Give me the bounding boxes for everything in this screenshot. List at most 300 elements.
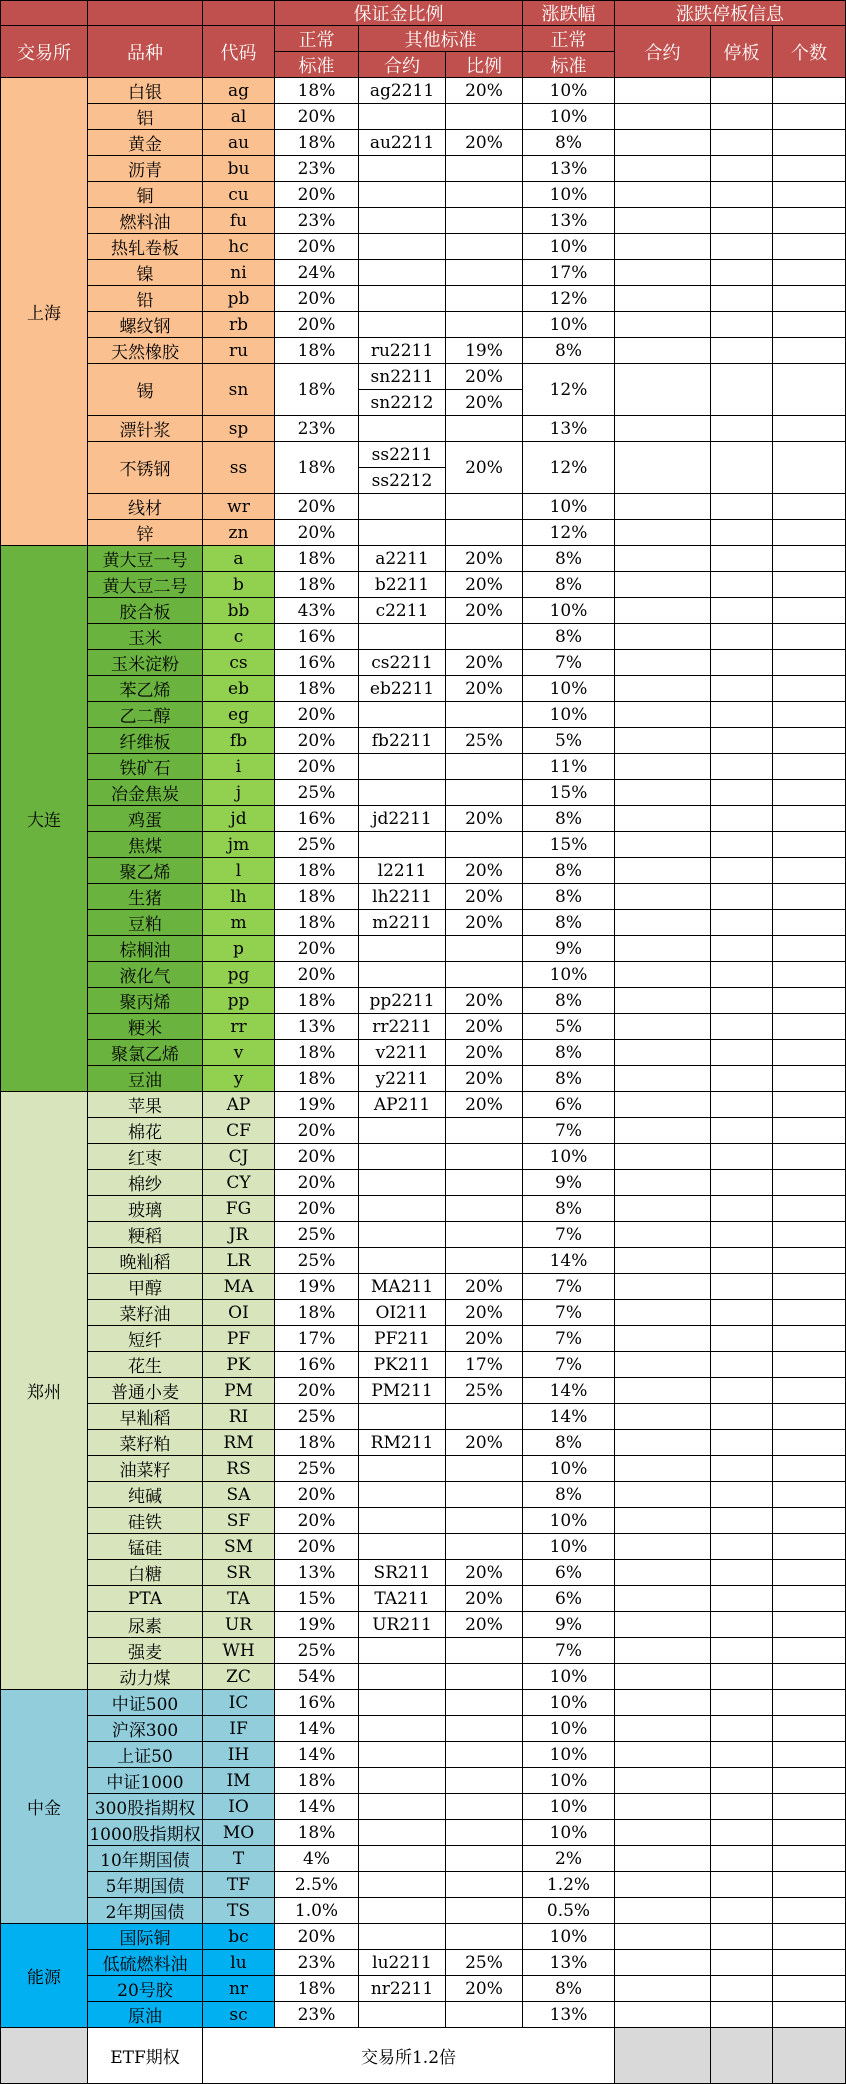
halt-contract-cell [615,1430,711,1456]
footer-halt-count [773,2028,846,2084]
other-ratio-cell: 20% [446,390,523,416]
halt-count-cell [773,182,846,208]
other-contract-cell [359,1508,446,1534]
other-ratio-cell: 20% [446,1586,523,1612]
variety-cell: 苹果 [88,1092,203,1118]
code-cell: sp [203,416,275,442]
halt-contract-cell [615,364,711,416]
halt-board-cell [711,1040,773,1066]
halt-board-cell [711,182,773,208]
margin-cell: 23% [275,208,359,234]
halt-board-cell [711,858,773,884]
halt-count-cell [773,520,846,546]
halt-board-cell [711,832,773,858]
halt-board-cell [711,1248,773,1274]
margin-cell: 18% [275,1430,359,1456]
halt-contract-cell [615,546,711,572]
code-cell: T [203,1846,275,1872]
code-cell: nr [203,1976,275,2002]
other-ratio-cell [446,494,523,520]
halt-contract-cell [615,1066,711,1092]
other-contract-cell [359,780,446,806]
other-ratio-cell: 25% [446,1378,523,1404]
halt-count-cell [773,676,846,702]
halt-contract-cell [615,1560,711,1586]
code-cell: p [203,936,275,962]
margin-cell: 25% [275,832,359,858]
halt-contract-cell [615,234,711,260]
other-ratio-cell: 20% [446,1040,523,1066]
limit-cell: 8% [523,1040,615,1066]
code-cell: UR [203,1612,275,1638]
other-contract-cell [359,1118,446,1144]
variety-cell: 300股指期权 [88,1794,203,1820]
other-ratio-cell: 20% [446,858,523,884]
halt-count-cell [773,208,846,234]
limit-cell: 10% [523,676,615,702]
margin-cell: 23% [275,2002,359,2028]
code-cell: jd [203,806,275,832]
halt-count-cell [773,442,846,494]
limit-cell: 10% [523,1690,615,1716]
header-halt-contract: 合约 [615,26,711,78]
variety-cell: PTA [88,1586,203,1612]
other-contract-cell: ss2212 [359,468,446,494]
other-contract-cell [359,156,446,182]
other-contract-cell: nr2211 [359,1976,446,2002]
margin-cell: 20% [275,286,359,312]
variety-cell: 沪深300 [88,1716,203,1742]
other-contract-cell: SR211 [359,1560,446,1586]
variety-cell: 豆粕 [88,910,203,936]
margin-cell: 20% [275,962,359,988]
halt-count-cell [773,1066,846,1092]
header-blank-variety [88,0,203,26]
margin-cell: 20% [275,520,359,546]
halt-board-cell [711,1612,773,1638]
halt-contract-cell [615,1534,711,1560]
header-variety: 品种 [88,26,203,78]
margin-cell: 20% [275,702,359,728]
exchange-cell: 能源 [0,1924,88,2028]
code-cell: hc [203,234,275,260]
margin-cell: 20% [275,1170,359,1196]
code-cell: IO [203,1794,275,1820]
halt-board-cell [711,546,773,572]
code-cell: SM [203,1534,275,1560]
halt-contract-cell [615,338,711,364]
code-cell: RS [203,1456,275,1482]
limit-cell: 10% [523,1716,615,1742]
other-contract-cell: PK211 [359,1352,446,1378]
halt-board-cell [711,884,773,910]
variety-cell: 锌 [88,520,203,546]
halt-contract-cell [615,1300,711,1326]
variety-cell: 10年期国债 [88,1846,203,1872]
other-contract-cell [359,208,446,234]
halt-board-cell [711,260,773,286]
variety-cell: 动力煤 [88,1664,203,1690]
variety-cell: 1000股指期权 [88,1820,203,1846]
halt-count-cell [773,312,846,338]
halt-count-cell [773,1222,846,1248]
limit-cell: 8% [523,546,615,572]
code-cell: cu [203,182,275,208]
halt-board-cell [711,754,773,780]
other-contract-cell: UR211 [359,1612,446,1638]
halt-contract-cell [615,1040,711,1066]
code-cell: cs [203,650,275,676]
code-cell: MO [203,1820,275,1846]
limit-cell: 8% [523,1066,615,1092]
variety-cell: 晚籼稻 [88,1248,203,1274]
halt-count-cell [773,1742,846,1768]
other-contract-cell: ag2211 [359,78,446,104]
variety-cell: 中证1000 [88,1768,203,1794]
halt-contract-cell [615,1326,711,1352]
halt-count-cell [773,1950,846,1976]
halt-count-cell [773,1976,846,2002]
exchange-cell: 中金 [0,1690,88,1924]
margin-cell: 24% [275,260,359,286]
limit-cell: 10% [523,962,615,988]
halt-board-cell [711,676,773,702]
halt-contract-cell [615,728,711,754]
margin-cell: 25% [275,1222,359,1248]
variety-cell: 不锈钢 [88,442,203,494]
header-halt-board: 停板 [711,26,773,78]
limit-cell: 8% [523,1976,615,2002]
other-ratio-cell [446,1898,523,1924]
variety-cell: 天然橡胶 [88,338,203,364]
margin-cell: 18% [275,988,359,1014]
other-contract-cell: au2211 [359,130,446,156]
code-cell: wr [203,494,275,520]
halt-board-cell [711,234,773,260]
halt-contract-cell [615,1482,711,1508]
variety-cell: 强麦 [88,1638,203,1664]
limit-cell: 10% [523,1534,615,1560]
halt-count-cell [773,1482,846,1508]
halt-board-cell [711,416,773,442]
variety-cell: 铜 [88,182,203,208]
other-ratio-cell: 20% [446,1560,523,1586]
margin-cell: 18% [275,910,359,936]
other-contract-cell [359,182,446,208]
halt-board-cell [711,1456,773,1482]
limit-cell: 10% [523,1820,615,1846]
other-ratio-cell: 25% [446,1950,523,1976]
limit-cell: 10% [523,1768,615,1794]
halt-contract-cell [615,1456,711,1482]
halt-contract-cell [615,1924,711,1950]
limit-cell: 7% [523,1352,615,1378]
variety-cell: 铅 [88,286,203,312]
limit-cell: 1.2% [523,1872,615,1898]
other-ratio-cell: 25% [446,728,523,754]
halt-count-cell [773,650,846,676]
other-contract-cell: MA211 [359,1274,446,1300]
halt-contract-cell [615,1664,711,1690]
halt-board-cell [711,1898,773,1924]
halt-count-cell [773,1846,846,1872]
other-contract-cell [359,312,446,338]
margin-cell: 13% [275,1560,359,1586]
margin-cell: 23% [275,1950,359,1976]
halt-count-cell [773,1300,846,1326]
halt-count-cell [773,546,846,572]
variety-cell: 沥青 [88,156,203,182]
halt-count-cell [773,1534,846,1560]
halt-board-cell [711,1300,773,1326]
variety-cell: 生猪 [88,884,203,910]
margin-cell: 20% [275,1378,359,1404]
halt-board-cell [711,1560,773,1586]
halt-contract-cell [615,1820,711,1846]
halt-contract-cell [615,910,711,936]
halt-board-cell [711,78,773,104]
other-ratio-cell [446,1794,523,1820]
halt-board-cell [711,338,773,364]
variety-cell: 豆油 [88,1066,203,1092]
halt-contract-cell [615,1144,711,1170]
limit-cell: 12% [523,520,615,546]
halt-board-cell [711,1690,773,1716]
other-ratio-cell: 20% [446,1274,523,1300]
halt-board-cell [711,1118,773,1144]
code-cell: pg [203,962,275,988]
halt-contract-cell [615,624,711,650]
other-contract-cell [359,1404,446,1430]
limit-cell: 7% [523,1222,615,1248]
halt-board-cell [711,702,773,728]
other-contract-cell [359,494,446,520]
margin-cell: 18% [275,130,359,156]
margin-cell: 25% [275,780,359,806]
halt-contract-cell [615,884,711,910]
other-ratio-cell [446,234,523,260]
limit-cell: 8% [523,130,615,156]
other-contract-cell: m2211 [359,910,446,936]
limit-cell: 7% [523,1638,615,1664]
code-cell: TF [203,1872,275,1898]
code-cell: CY [203,1170,275,1196]
halt-count-cell [773,1196,846,1222]
margin-cell: 20% [275,234,359,260]
other-ratio-cell [446,1404,523,1430]
margin-cell: 20% [275,182,359,208]
halt-board-cell [711,936,773,962]
halt-count-cell [773,1820,846,1846]
halt-board-cell [711,312,773,338]
other-contract-cell [359,936,446,962]
other-contract-cell [359,1638,446,1664]
halt-contract-cell [615,1014,711,1040]
halt-count-cell [773,832,846,858]
other-ratio-cell [446,832,523,858]
other-contract-cell: AP211 [359,1092,446,1118]
halt-count-cell [773,988,846,1014]
limit-cell: 10% [523,702,615,728]
other-ratio-cell [446,1638,523,1664]
limit-cell: 10% [523,1456,615,1482]
variety-cell: 低硫燃料油 [88,1950,203,1976]
other-ratio-cell [446,624,523,650]
code-cell: zn [203,520,275,546]
margin-cell: 18% [275,572,359,598]
other-contract-cell: PM211 [359,1378,446,1404]
variety-cell: 锰硅 [88,1534,203,1560]
other-ratio-cell: 20% [446,1612,523,1638]
variety-cell: 菜籽油 [88,1300,203,1326]
halt-contract-cell [615,1716,711,1742]
halt-contract-cell [615,676,711,702]
halt-contract-cell [615,1170,711,1196]
limit-cell: 6% [523,1560,615,1586]
halt-contract-cell [615,1586,711,1612]
halt-board-cell [711,1326,773,1352]
margin-cell: 20% [275,754,359,780]
halt-contract-cell [615,494,711,520]
halt-board-cell [711,624,773,650]
other-ratio-cell: 20% [446,546,523,572]
other-ratio-cell [446,962,523,988]
other-contract-cell: PF211 [359,1326,446,1352]
variety-cell: 原油 [88,2002,203,2028]
other-contract-cell: pp2211 [359,988,446,1014]
limit-cell: 10% [523,1742,615,1768]
halt-board-cell [711,130,773,156]
limit-cell: 8% [523,338,615,364]
halt-count-cell [773,260,846,286]
variety-cell: 中证500 [88,1690,203,1716]
halt-count-cell [773,1924,846,1950]
variety-cell: 20号胶 [88,1976,203,2002]
code-cell: rr [203,1014,275,1040]
code-cell: eg [203,702,275,728]
other-contract-cell [359,520,446,546]
variety-cell: 胶合板 [88,598,203,624]
margin-cell: 25% [275,1456,359,1482]
code-cell: bb [203,598,275,624]
other-ratio-cell [446,1716,523,1742]
variety-cell: 苯乙烯 [88,676,203,702]
header-limit-group: 涨跌幅 [523,0,615,26]
code-cell: IF [203,1716,275,1742]
halt-contract-cell [615,1846,711,1872]
limit-cell: 8% [523,572,615,598]
variety-cell: 白糖 [88,1560,203,1586]
other-ratio-cell: 20% [446,598,523,624]
variety-cell: 黄大豆二号 [88,572,203,598]
halt-count-cell [773,1014,846,1040]
halt-board-cell [711,442,773,494]
margin-cell: 20% [275,1482,359,1508]
variety-cell: 焦煤 [88,832,203,858]
halt-contract-cell [615,988,711,1014]
limit-cell: 7% [523,1118,615,1144]
halt-contract-cell [615,754,711,780]
other-ratio-cell [446,1820,523,1846]
variety-cell: 粳稻 [88,1222,203,1248]
halt-board-cell [711,1144,773,1170]
code-cell: WH [203,1638,275,1664]
variety-cell: 上证50 [88,1742,203,1768]
other-ratio-cell [446,1222,523,1248]
other-ratio-cell: 20% [446,572,523,598]
variety-cell: 漂针浆 [88,416,203,442]
variety-cell: 棉纱 [88,1170,203,1196]
limit-cell: 14% [523,1248,615,1274]
other-ratio-cell: 20% [446,806,523,832]
margin-cell: 19% [275,1092,359,1118]
other-ratio-cell [446,1768,523,1794]
margin-cell: 14% [275,1794,359,1820]
limit-cell: 10% [523,1924,615,1950]
limit-cell: 10% [523,598,615,624]
halt-contract-cell [615,208,711,234]
other-contract-cell: ru2211 [359,338,446,364]
margin-cell: 18% [275,338,359,364]
halt-count-cell [773,234,846,260]
variety-cell: 红枣 [88,1144,203,1170]
limit-cell: 7% [523,1300,615,1326]
exchange-cell: 大连 [0,546,88,1092]
limit-cell: 13% [523,2002,615,2028]
limit-cell: 15% [523,832,615,858]
code-cell: TS [203,1898,275,1924]
halt-board-cell [711,1092,773,1118]
margin-cell: 23% [275,416,359,442]
limit-cell: 13% [523,156,615,182]
variety-cell: 玻璃 [88,1196,203,1222]
other-ratio-cell [446,936,523,962]
variety-cell: 线材 [88,494,203,520]
variety-cell: 尿素 [88,1612,203,1638]
margin-cell: 20% [275,1144,359,1170]
margin-cell: 23% [275,156,359,182]
margin-cell: 20% [275,1924,359,1950]
halt-board-cell [711,1716,773,1742]
halt-count-cell [773,78,846,104]
variety-cell: 国际铜 [88,1924,203,1950]
other-contract-cell [359,1534,446,1560]
other-ratio-cell [446,1664,523,1690]
margin-cell: 18% [275,884,359,910]
halt-contract-cell [615,1118,711,1144]
other-ratio-cell [446,1872,523,1898]
header-halt-count: 个数 [773,26,846,78]
halt-count-cell [773,1768,846,1794]
other-contract-cell [359,286,446,312]
halt-count-cell [773,1586,846,1612]
limit-cell: 8% [523,1430,615,1456]
limit-cell: 10% [523,1144,615,1170]
code-cell: sn [203,364,275,416]
code-cell: bu [203,156,275,182]
other-contract-cell: cs2211 [359,650,446,676]
halt-board-cell [711,1404,773,1430]
other-contract-cell [359,1742,446,1768]
halt-count-cell [773,1248,846,1274]
code-cell: SR [203,1560,275,1586]
halt-board-cell [711,1066,773,1092]
limit-cell: 13% [523,1950,615,1976]
margin-cell: 18% [275,1300,359,1326]
header-limit-normal-top: 正常 [523,26,615,52]
halt-board-cell [711,364,773,416]
header-blank-code [203,0,275,26]
